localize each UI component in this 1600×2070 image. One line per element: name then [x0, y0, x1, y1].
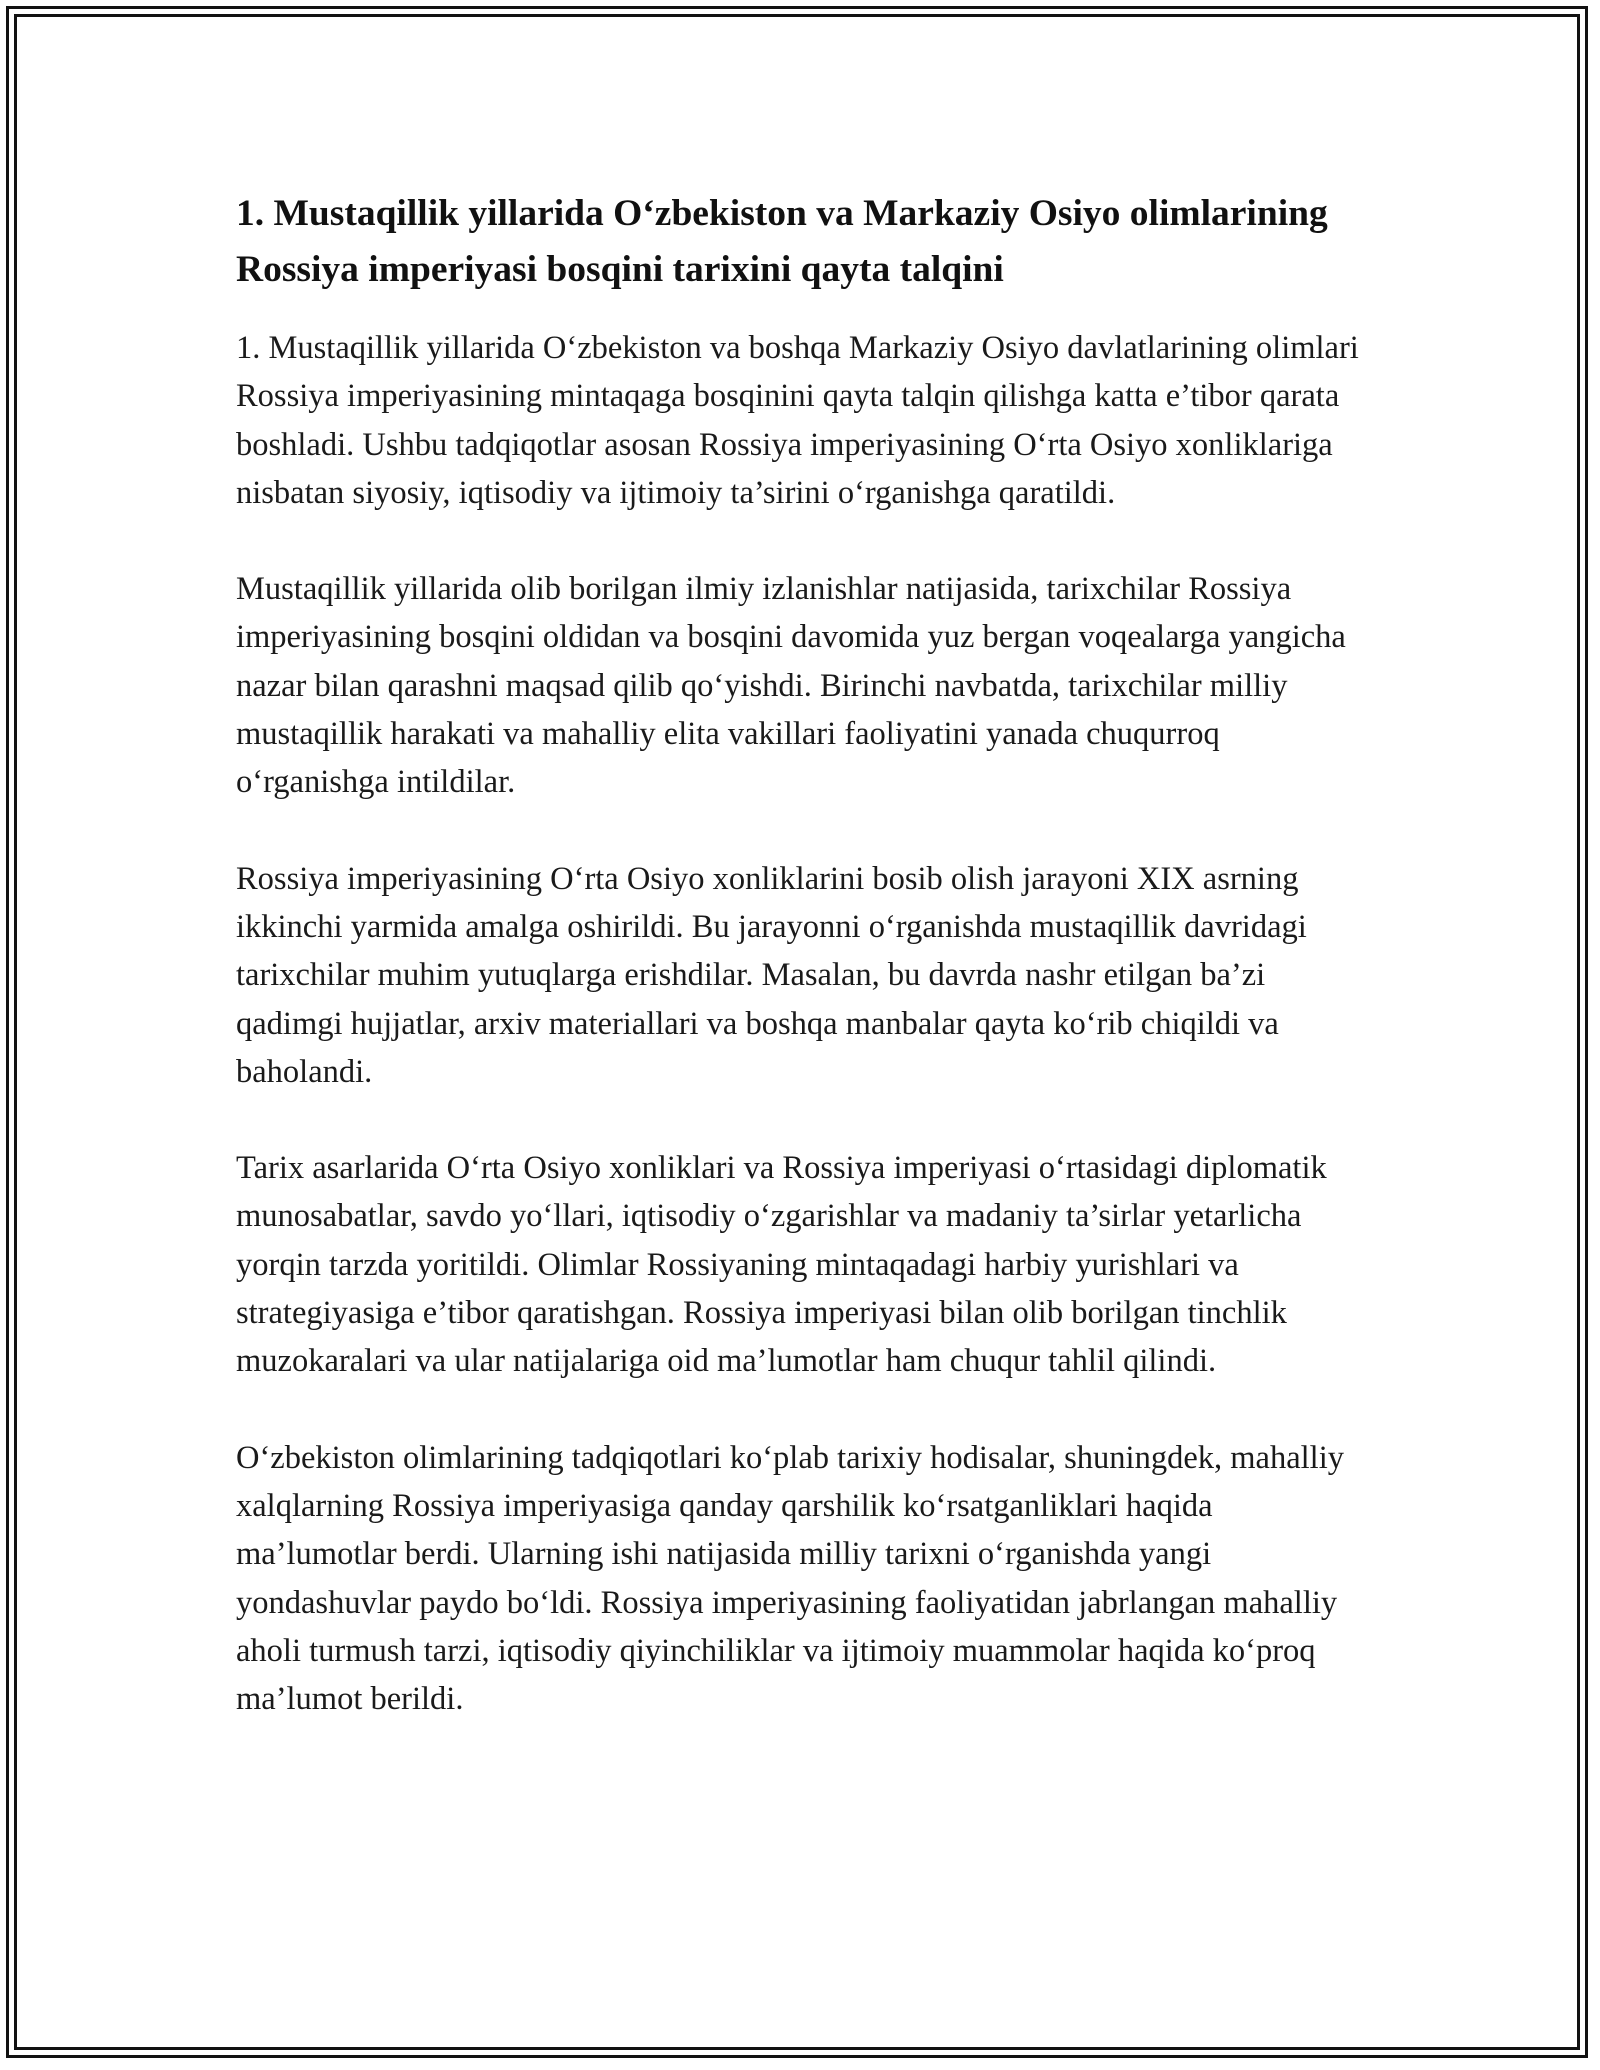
paragraph-1: 1. Mustaqillik yillarida O‘zbekiston va boshqa Markaziy Osiyo davlatlarining olimlari Rossiya imperiyasining mintaqaga bosqinini qayta talqin qilishga katta e’tibor qarata boshladi. Ushbu tadqiqotlar asosan Rossiya imperiyasining O‘rta Osiyo xonliklariga nisbatan siyosiy, iqtisodiy va ijtimoiy ta’sirini o‘rganishga qaratildi.: [236, 330, 1359, 511]
paragraph-4: Tarix asarlarida O‘rta Osiyo xonliklari va Rossiya imperiyasi o‘rtasidagi diplomatik munosabatlar, savdo yo‘llari, iqtisodiy o‘zgarishlar va madaniy ta’sirlar yetarlicha yorqin tarzda yoritildi. Olimlar Rossiyaning mintaqadagi harbiy yurishlari va strategiyasiga e’tibor qaratishgan. Rossiya imperiyasi bilan olib borilgan tinchlik muzokaralari va ular natijalariga oid ma’lumotlar ham chuqur tahlil qilindi.: [236, 1150, 1327, 1380]
paragraph-5: O‘zbekiston olimlarining tadqiqotlari ko‘plab tarixiy hodisalar, shuningdek, mahalliy xalqlarning Rossiya imperiyasiga qanday qarshilik ko‘rsatganliklari haqida ma’lumotlar berdi. Ularning ishi natijasida milliy tarixni o‘rganishda yangi yondashuvlar paydo bo‘ldi. Rossiya imperiyasining faoliyatidan jabrlangan mahalliy aholi turmush tarzi, iqtisodiy qiyinchiliklar va ijtimoiy muammolar haqida ko‘proq ma’lumot berildi.: [236, 1439, 1344, 1718]
paragraph-3: Rossiya imperiyasining O‘rta Osiyo xonliklarini bosib olish jarayoni XIX asrning ikkinchi yarmida amalga oshirildi. Bu jarayonni o‘rganishda mustaqillik davridagi tarixchilar muhim yutuqlarga erishdilar. Masalan, bu davrda nashr etilgan ba’zi qadimgi hujjatlar, arxiv materiallari va boshqa manbalar qayta ko‘rib chiqildi va baholandi.: [236, 860, 1307, 1090]
document-title: 1. Mustaqillik yillarida O‘zbekiston va Markaziy Osiyo olimlarining Rossiya imperiyasi bosqini tarixini qayta talqini: [236, 193, 1328, 290]
document-body: [236, 186, 1376, 1771]
paragraph-2: Mustaqillik yillarida olib borilgan ilmiy izlanishlar natijasida, tarixchilar Rossiya imperiyasining bosqini oldidan va bosqini davomida yuz bergan voqealarga yangicha nazar bilan qarashni maqsad qilib qo‘yishdi. Birinchi navbatda, tarixchilar milliy mustaqillik harakati va mahalliy elita vakillari faoliyatini yanada chuqurroq o‘rganishga intildilar.: [236, 571, 1346, 801]
